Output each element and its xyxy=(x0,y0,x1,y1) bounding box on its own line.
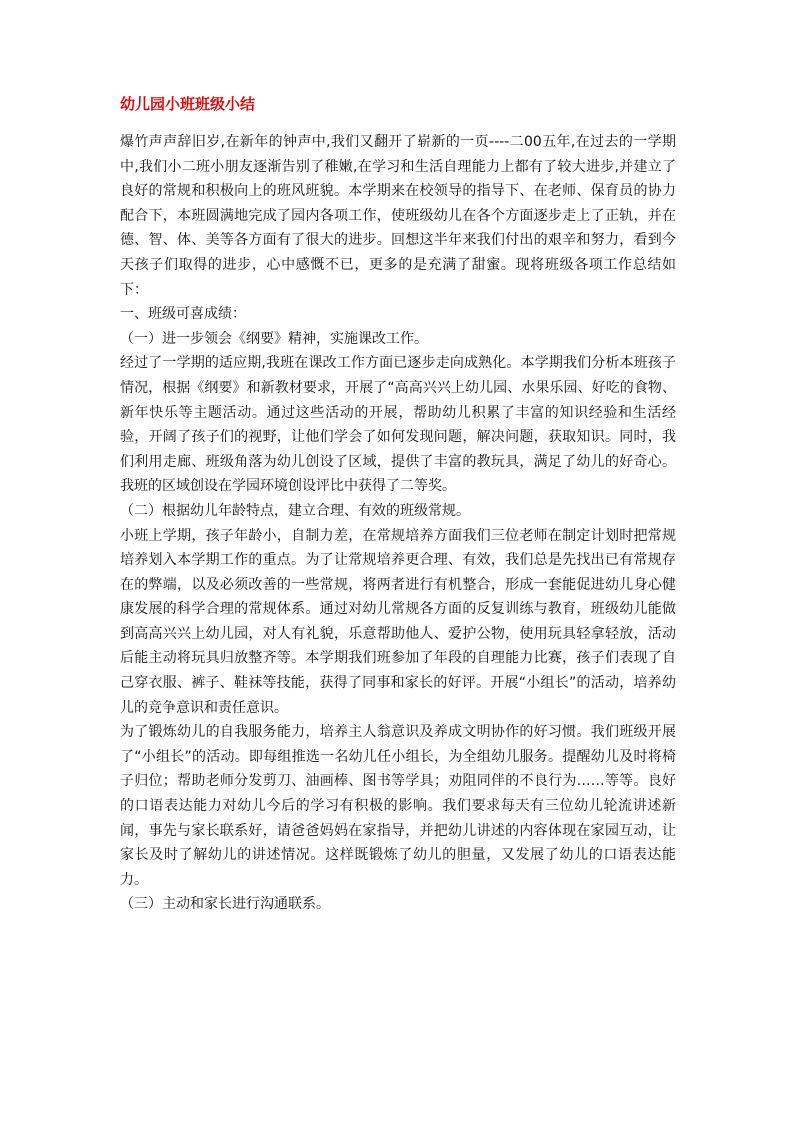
subheading-parent-communication: （三）主动和家长进行沟通联系。 xyxy=(120,896,330,913)
subheading-class-routines: （二）根据幼儿年龄特点，建立合理、有效的班级常规。 xyxy=(120,502,470,519)
paragraph-class-routines: 小班上学期，孩子年龄小，自制力差，在常规培养方面我们三位老师在制定计划时把常规培养划入本学期工作的重点。为了让常规培养更合理、有效，我们总是先找出已有常规存在的弊端，以及必须改善的一些常规，将两者进行有机整合，形成一套能促进幼儿身心健康发展的科学合理的常规体系。通过对幼儿常规各方面的反复训练与教育，班级幼儿能做到高高兴兴上幼儿园，对人有礼貌，乐意帮助他人、爱护公物，使用玩具轻拿轻放，活动后能主动将玩具归放整齐等。本学期我们班参加了年段的自理能力比赛，孩子们表现了自己穿衣服、裤子、鞋袜等技能，获得了同事和家长的好评。开展“小组长”的活动，培养幼儿的竞争意识和责任意识。 xyxy=(120,527,676,716)
paragraph-curriculum-reform: 经过了一学期的适应期,我班在课改工作方面已逐步走向成熟化。本学期我们分析本班孩子情况，根据《纲要》和新教材要求，开展了“高高兴兴上幼儿园、水果乐园、好吃的食物、新年快乐等主题活动。通过这些活动的开展，帮助幼儿积累了丰富的知识经验和生活经验，开阔了孩子们的视野，让他们学会了如何发现问题，解决问题，获取知识。同时，我们利用走廊、班级角落为幼儿创设了区域，提供了丰富的教玩具，满足了幼儿的好奇心。我班的区域创设在学园环境创设评比中获得了二等奖。 xyxy=(120,355,676,495)
subheading-curriculum-reform: （一）进一步领会《纲要》精神，实施课改工作。 xyxy=(120,330,428,347)
document-title: 幼儿园小班班级小结 xyxy=(120,95,256,113)
section-heading-achievements: 一、班级可喜成绩： xyxy=(120,306,246,323)
paragraph-self-service: 为了锻炼幼儿的自我服务能力，培养主人翁意识及养成文明协作的好习惯。我们班级开展了“小组长”的活动。即每组推选一名幼儿任小组长，为全组幼儿服务。提醒幼儿及时将椅子归位；帮助老师分发剪刀、油画棒、图书等学具；劝阻同伴的不良行为……等等。良好的口语表达能力对幼儿今后的学习有积极的影响。我们要求每天有三位幼儿轮流讲述新闻，事先与家长联系好，请爸爸妈妈在家指导，并把幼儿讲述的内容体现在家园互动，让家长及时了解幼儿的讲述情况。这样既锻炼了幼儿的胆量，又发展了幼儿的口语表达能力。 xyxy=(120,724,676,888)
document-page xyxy=(120,92,676,917)
paragraph-intro: 爆竹声声辞旧岁,在新年的钟声中,我们又翻开了崭新的一页----二00五年,在过去的一学期中,我们小二班小朋友逐渐告别了稚嫩,在学习和生活自理能力上都有了较大进步,并建立了良好的常规和积极向上的班风班貌。本学期来在校领导的指导下、在老师、保育员的协力配合下，本班圆满地完成了园内各项工作，使班级幼儿在各个方面逐步走上了正轨，并在德、智、体、美等各方面有了很大的进步。回想这半年来我们付出的艰辛和努力，看到今天孩子们取得的进步，心中感慨不已，更多的是充满了甜蜜。现将班级各项工作总结如下： xyxy=(120,134,676,298)
